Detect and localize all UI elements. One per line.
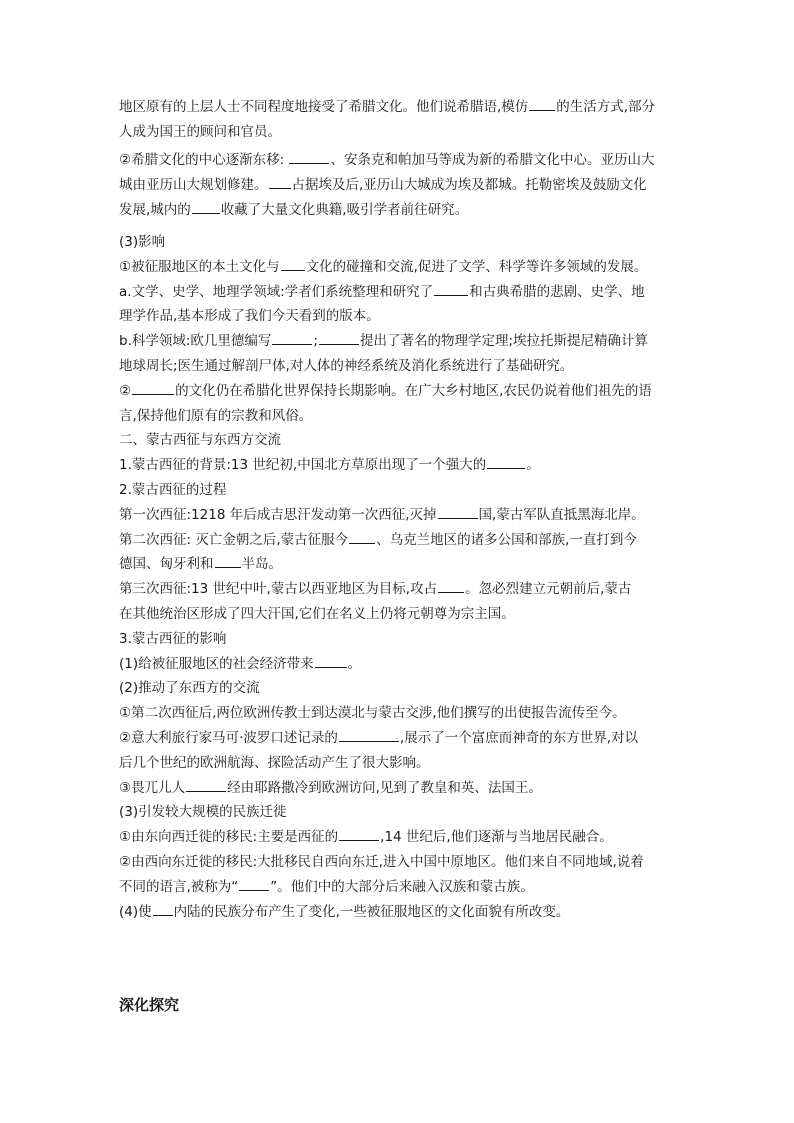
text-segment: 二、蒙古西征与东西方交流 xyxy=(119,432,281,449)
text-segment: 、安条克和帕加马等成为新的希腊文化中心。亚历山大 xyxy=(330,152,655,168)
text-segment: 在其他统治区形成了四大汗国,它们在名义上仍将元朝尊为宗主国。 xyxy=(119,605,515,622)
text-segment: 地区原有的上层人士不同程度地接受了希腊文化。他们说希腊语,模仿 xyxy=(119,99,529,115)
fill-in-blank xyxy=(438,504,478,519)
text-line xyxy=(119,95,679,120)
text-line xyxy=(119,173,679,198)
text-segment: 。 xyxy=(347,655,362,672)
text-segment: 后几个世纪的欧洲航海、探险活动产生了很大影响。 xyxy=(119,754,430,771)
text-segment: ②意大利旅行家马可·波罗口述记录的 xyxy=(119,729,338,746)
text-line xyxy=(119,379,679,404)
text-line xyxy=(119,701,679,726)
text-block xyxy=(119,230,679,924)
text-segment: 。 xyxy=(526,457,540,474)
text-segment: 半岛。 xyxy=(241,556,282,573)
text-line xyxy=(119,577,679,602)
text-line xyxy=(119,528,679,553)
text-line xyxy=(119,552,679,577)
text-segment: 国,蒙古军队直抵黑海北岸。 xyxy=(478,506,645,523)
text-segment: 第三次西征:13 世纪中叶,蒙古以西亚地区为目标,攻占 xyxy=(119,581,438,598)
text-line xyxy=(119,850,679,875)
text-block xyxy=(119,148,679,222)
text-line xyxy=(119,304,679,329)
fill-in-blank xyxy=(132,380,174,395)
fill-in-blank xyxy=(272,330,312,345)
text-line xyxy=(119,255,679,280)
text-line xyxy=(119,776,679,801)
text-segment: ,14 世纪后,他们逐渐与当地居民融合。 xyxy=(380,829,613,846)
section-heading: 深化探究 xyxy=(119,996,180,1014)
text-segment: (1)给被征服地区的社会经济带来 xyxy=(119,655,314,672)
text-segment: (3)引发较大规模的民族迁徙 xyxy=(119,804,287,821)
text-line xyxy=(119,800,679,825)
text-segment: 文化的碰撞和交流,促进了文学、科学等许多领域的发展。 xyxy=(305,258,648,275)
text-segment: ①被征服地区的本土文化与 xyxy=(119,258,280,275)
text-segment: 言,保持他们原有的宗教和风俗。 xyxy=(119,407,313,424)
text-segment: a.文学、史学、地理学领域:学者们系统整理和研究了 xyxy=(119,283,434,300)
fill-in-blank xyxy=(438,578,464,593)
text-segment: 不同的语言,被称为“ xyxy=(119,878,239,895)
text-line xyxy=(119,627,679,652)
text-segment: 德国、匈牙利和 xyxy=(119,556,214,573)
text-line xyxy=(119,875,679,900)
text-segment: b.科学领域:欧几里德编写 xyxy=(119,333,272,350)
text-line xyxy=(119,676,679,701)
text-segment: ; xyxy=(313,333,318,350)
text-block xyxy=(119,95,679,145)
text-segment: 收藏了大量文化典籍,吸引学者前往研究。 xyxy=(220,201,469,218)
text-segment: 。忽必烈建立元朝前后,蒙古 xyxy=(465,581,632,598)
fill-in-blank xyxy=(339,826,379,841)
fill-in-blank xyxy=(349,529,375,544)
text-segment: 2.蒙古西征的过程 xyxy=(119,481,227,498)
text-line xyxy=(119,428,679,453)
text-line xyxy=(119,453,679,478)
text-segment: ②由西向东迁徙的移民:大批移民自西向东迁,进入中国中原地区。他们来自不同地域,说着 xyxy=(119,853,644,870)
text-line xyxy=(119,900,679,925)
text-segment: 发展,城内的 xyxy=(119,201,191,218)
text-segment: 3.蒙古西征的影响 xyxy=(119,630,227,647)
fill-in-blank xyxy=(434,281,468,296)
text-line xyxy=(119,280,679,305)
text-segment: ”。他们中的大部分后来融入汉族和蒙古族。 xyxy=(270,878,534,895)
text-segment: (3)影响 xyxy=(119,234,166,250)
fill-in-blank xyxy=(289,149,329,164)
text-segment: 占据埃及后,亚历山大城成为埃及都城。托勒密埃及鼓励文化 xyxy=(291,176,647,193)
text-line xyxy=(119,404,679,429)
fill-in-blank xyxy=(186,777,226,792)
text-line xyxy=(119,120,679,145)
text-segment: ② xyxy=(119,382,132,399)
text-segment: ,展示了一个富庶而神奇的东方世界,对以 xyxy=(399,729,638,746)
text-line xyxy=(119,329,679,354)
text-line xyxy=(119,751,679,776)
text-segment: 第一次西征:1218 年后成吉思汗发动第一次西征,灭掉 xyxy=(119,506,437,523)
fill-in-blank xyxy=(215,553,241,568)
text-segment: ③畏兀儿人 xyxy=(119,779,186,796)
text-line xyxy=(119,602,679,627)
fill-in-blank xyxy=(239,876,269,891)
text-segment: 和古典希腊的悲剧、史学、地 xyxy=(469,283,645,300)
text-segment: (4)使 xyxy=(119,903,152,920)
text-segment: (2)推动了东西方的交流 xyxy=(119,680,260,697)
text-line xyxy=(119,503,679,528)
fill-in-blank xyxy=(339,727,399,742)
text-segment: 第二次西征: 灭亡金朝之后,蒙古征服今 xyxy=(119,531,349,548)
fill-in-blank xyxy=(315,653,347,668)
text-segment: 、乌克兰地区的诸多公国和部族,一直打到今 xyxy=(376,531,637,548)
text-segment: 的文化仍在希腊化世界保持长期影响。在广大乡村地区,农民仍说着他们祖先的语 xyxy=(175,382,652,399)
fill-in-blank xyxy=(269,174,291,189)
text-line xyxy=(119,230,679,255)
text-segment: 1.蒙古西征的背景:13 世纪初,中国北方草原出现了一个强大的 xyxy=(119,457,487,474)
text-line xyxy=(119,354,679,379)
text-segment: 提出了著名的物理学定理;埃拉托斯提尼精确计算 xyxy=(359,333,649,350)
text-line xyxy=(119,198,679,223)
fill-in-blank xyxy=(153,901,173,916)
text-segment: 城由亚历山大规划修建。 xyxy=(119,176,268,193)
text-segment: ①第二次西征后,两位欧洲传教士到达漠北与蒙古交涉,他们撰写的出使报告流传至今。 xyxy=(119,705,626,722)
fill-in-blank xyxy=(192,199,220,214)
text-segment: ①由东向西迁徙的移民:主要是西征的 xyxy=(119,829,339,846)
text-segment: ②希腊文化的中心逐渐东移: xyxy=(119,152,289,168)
text-segment: 内陆的民族分布产生了变化,一些被征服地区的文化面貌有所改变。 xyxy=(173,903,570,920)
text-segment: 人成为国王的顾问和官员。 xyxy=(119,123,281,140)
text-line xyxy=(119,726,679,751)
text-segment: 理学作品,基本形成了我们今天看到的版本。 xyxy=(119,308,380,325)
text-segment: 经由耶路撒冷到欧洲访问,见到了教皇和英、法国王。 xyxy=(227,779,542,796)
text-segment: 的生活方式,部分 xyxy=(556,99,656,115)
text-line xyxy=(119,478,679,503)
text-line xyxy=(119,825,679,850)
text-segment: 地球周长;医生通过解剖尸体,对人体的神经系统及消化系统进行了基础研究。 xyxy=(119,357,574,374)
fill-in-blank xyxy=(319,330,359,345)
fill-in-blank xyxy=(487,454,525,469)
text-line xyxy=(119,652,679,677)
fill-in-blank xyxy=(281,256,305,271)
fill-in-blank xyxy=(529,96,555,111)
text-line xyxy=(119,148,679,173)
